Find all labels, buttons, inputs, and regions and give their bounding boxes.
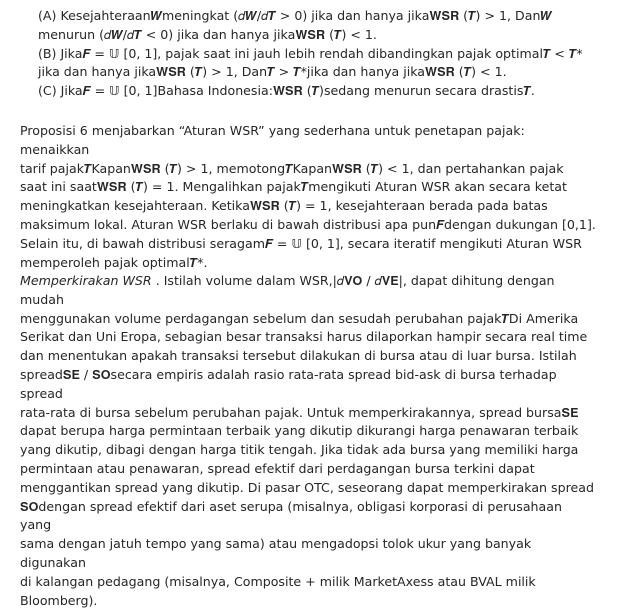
proposition-list <box>38 7 618 101</box>
paragraph-line: rata-rata di bursa sebelum perubahan pajak. Untuk memperkirakannya, spread bursa𝐒𝐄 <box>20 404 579 420</box>
item-a-line-1: (A) Kesejahteraan𝑾meningkat (𝑑𝑾/𝑑𝑻 > 0) jika dan hanya jika𝐖𝐒𝐑 (𝑻) > 1, Dan𝑾 <box>38 8 552 23</box>
wsr-rule-paragraph <box>20 122 596 272</box>
paragraph-line: spread𝐒𝐄 / 𝐒𝐎secara empiris adalah rasio rata-rata spread bid-ask di bursa terhadap spread <box>20 366 557 401</box>
paragraph-line: di kalangan pedagang (misalnya, Composite + milik MarketAxess atau BVAL milik <box>20 573 536 589</box>
estimating-wsr-paragraph <box>20 272 596 610</box>
paragraph-line: Serikat dan Uni Eropa, sebagian besar transaksi harus dilaporkan hampir secara real time <box>20 329 588 345</box>
paragraph-line-text: . Istilah volume dalam WSR,|𝑑𝐕𝐎 / 𝑑𝐕𝐄|, dapat dihitung dengan mudah <box>20 273 555 307</box>
paragraph-line: saat ini saat𝐖𝐒𝐑 (𝑻) = 1. Mengalihkan pajak𝑻mengikuti Aturan WSR akan secara ketat <box>20 179 567 195</box>
paragraph-line <box>20 272 596 310</box>
paragraph-line: Selain itu, di bawah distribusi seragam𝑭 = 𝕌 [0, 1], secara iteratif mengikuti Aturan WSR <box>20 235 582 251</box>
paragraph-line: memperoleh pajak optimal𝑻*. <box>20 254 208 270</box>
paragraph-line: maksimum lokal. Aturan WSR berlaku di bawah distribusi apa pun𝑭dengan dukungan [0,1]. <box>20 216 596 232</box>
paragraph-line: menggantikan spread yang dikutip. Di pasar OTC, seseorang dapat memperkirakan spread <box>20 479 594 495</box>
paragraph-line: menggunakan volume perdagangan sebelum dan sesudah perubahan pajak𝑻Di Amerika <box>20 310 579 326</box>
paragraph-line: 𝐒𝐎dengan spread efektif dari aset serupa (misalnya, obligasi korporasi di perusahaan yang <box>20 498 562 533</box>
paragraph-line: yang dikutip, dibagi dengan harga titik tengah. Jika tidak ada bursa yang memiliki harga <box>20 442 579 458</box>
paragraph-line: permintaan atau penawaran, spread efektif dari perdagangan bursa terkini dapat <box>20 460 535 476</box>
paragraph-line: tarif pajak𝑻Kapan𝐖𝐒𝐑 (𝑻) > 1, memotong𝑻Kapan𝐖𝐒𝐑 (𝑻) < 1, dan pertahankan pajak <box>20 160 564 176</box>
paragraph-line: Bloomberg). <box>20 592 98 608</box>
paragraph-line: meningkatkan kesejahteraan. Ketika𝐖𝐒𝐑 (𝑻) = 1, kesejahteraan berada pada batas <box>20 198 548 214</box>
item-b-line-2: jika dan hanya jika𝐖𝐒𝐑 (𝑻) > 1, Dan𝑻 > 𝑻*jika dan hanya jika𝐖𝐒𝐑 (𝑻) < 1. <box>38 64 507 80</box>
paragraph-line: dan menentukan apakah transaksi tersebut dilakukan di bursa atau di luar bursa. Istilah <box>20 348 577 364</box>
paragraph-line: sama dengan jatuh tempo yang sama) atau mengadopsi tolok ukur yang banyak digunakan <box>20 536 532 570</box>
section-heading: Memperkirakan WSR <box>20 273 152 288</box>
paragraph-line: Proposisi 6 menjabarkan “Aturan WSR” yang sederhana untuk penetapan pajak: menaikkan <box>20 123 525 157</box>
item-a-line-2: menurun (𝑑𝑾/𝑑𝑻 < 0) jika dan hanya jika𝐖𝐒𝐑 (𝑻) < 1. <box>38 26 377 42</box>
item-b-line-1: (B) Jika𝑭 = 𝕌 [0, 1], pajak saat ini jauh lebih rendah dibandingkan pajak optimal𝑻 < 𝑻* <box>38 45 583 61</box>
item-c-line-1: (C) Jika𝑭 = 𝕌 [0, 1]Bahasa Indonesia:𝐖𝐒𝐑 (𝑻)sedang menurun secara drastis𝑻. <box>38 83 535 99</box>
paragraph-line: dapat berupa harga permintaan terbaik yang dikutip dikurangi harga penawaran terbaik <box>20 423 579 439</box>
